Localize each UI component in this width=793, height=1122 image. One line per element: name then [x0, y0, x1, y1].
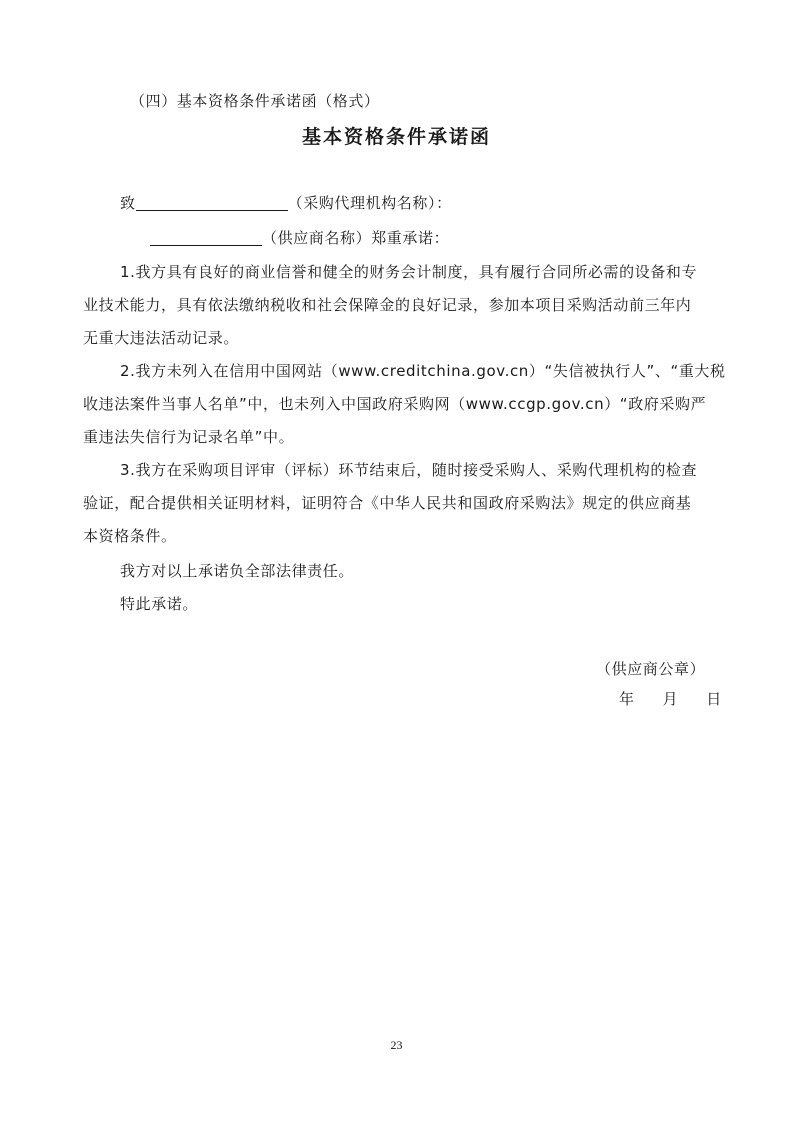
supplier-name-blank — [150, 229, 262, 246]
supplier-seal-label: （供应商公章） — [596, 660, 706, 678]
date-year-label: 年 — [619, 690, 635, 708]
format-heading: （四）基本资格条件承诺函（格式） — [130, 92, 380, 110]
clause-1-line-2: 业技术能力，具有依法缴纳税收和社会保障金的良好记录，参加本项目采购活动前三年内 — [83, 296, 692, 314]
addressee-prefix: 致 — [120, 194, 136, 212]
date-month-label: 月 — [662, 690, 679, 708]
closing-statement: 特此承诺。 — [120, 595, 199, 613]
clause-3-line-2: 验证，配合提供相关证明材料，证明符合《中华人民共和国政府采购法》规定的供应商基 — [83, 494, 692, 512]
clause-1-line-3: 无重大违法活动记录。 — [83, 329, 240, 347]
clause-3-line-1: 3.我方在采购项目评审（评标）环节结束后，随时接受采购人、采购代理机构的检查 — [120, 461, 698, 479]
clause-2-line-2: 收违法案件当事人名单”中，也未列入中国政府采购网（www.ccgp.gov.cn）“政府采购严 — [83, 395, 707, 413]
supplier-suffix: （供应商名称）郑重承诺： — [262, 229, 450, 247]
liability-statement: 我方对以上承诺负全部法律责任。 — [120, 562, 355, 580]
page-title: 基本资格条件承诺函 — [301, 126, 491, 148]
agency-name-blank — [136, 194, 288, 211]
supplier-line — [150, 227, 449, 249]
date-line — [619, 688, 722, 710]
addressee-line — [120, 192, 452, 214]
clause-2-line-3: 重违法失信行为记录名单”中。 — [83, 428, 295, 446]
addressee-suffix: （采购代理机构名称）： — [287, 194, 452, 212]
clause-1-line-1: 1.我方具有良好的商业信誉和健全的财务会计制度，具有履行合同所必需的设备和专 — [120, 263, 698, 281]
clause-2-line-1: 2.我方未列入在信用中国网站（www.creditchina.gov.cn）“失信被执行人”、“重大税 — [120, 362, 726, 380]
page-number: 23 — [390, 1038, 403, 1052]
clause-3-line-3: 本资格条件。 — [83, 527, 177, 545]
date-day-label: 日 — [706, 690, 722, 708]
